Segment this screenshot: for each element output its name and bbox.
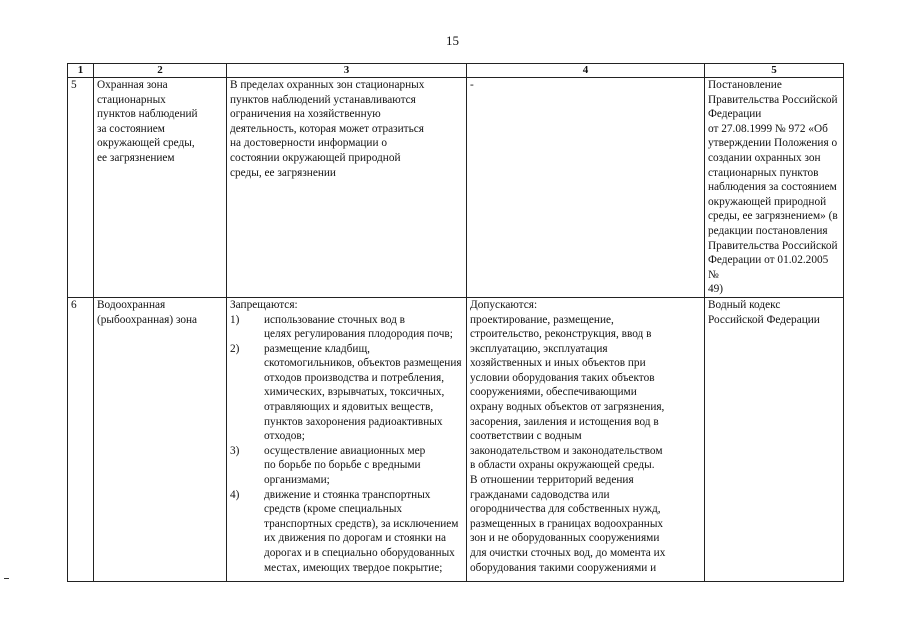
header-row xyxy=(68,64,844,78)
table-row xyxy=(68,297,844,581)
list-item-number: 2) xyxy=(230,342,240,355)
list-item-text: осуществление авиационных мер по борьбе по борьбе с вредными организмами; xyxy=(264,444,426,487)
page-number: 15 xyxy=(446,33,459,48)
table-row xyxy=(68,78,844,298)
legal-basis: Постановление Правительства Российской Федерации от 27.08.1999 № 972 «Об утверждении Положения о создании охранных зон стационарных пунктов наблюдения за состоянием окружающей природной среды, ее загрязнением» (в редакции постановления Правительства Российской Федерации от 01.02.2005 № 49) xyxy=(705,78,844,298)
allowed-cell xyxy=(467,297,705,581)
zone-name: Водоохранная (рыбоохранная) зона xyxy=(94,297,227,581)
list-item-number: 3) xyxy=(230,444,240,457)
list-item-number: 1) xyxy=(230,313,240,326)
header-col-2: 2 xyxy=(94,64,227,78)
list-item xyxy=(230,313,463,342)
header-col-3: 3 xyxy=(227,64,467,78)
restrictions-text: В пределах охранных зон стационарных пунктов наблюдений устанавливаются ограничения на хозяйственную деятельность, которая может отразиться на достоверности информации о состоянии окружающей природной среды, ее загрязнении xyxy=(227,78,467,298)
header-col-1: 1 xyxy=(68,64,94,78)
list-item xyxy=(230,342,463,444)
header-col-4: 4 xyxy=(467,64,705,78)
list-item-text: движение и стоянка транспортных средств (кроме специальных транспортных средств), за исключением их движения по дорогам и стоянки на дорогах и в специально оборудованных местах, имеющих твердое покрытие; xyxy=(264,488,459,574)
allowed-text: - xyxy=(467,78,705,298)
regulations-table xyxy=(67,63,844,582)
allowed-text: Допускаются: проектирование, размещение, строительство, реконструкция, ввод в эксплуатацию, эксплуатация хозяйственных и иных объектов при условии оборудования таких объектов сооружениями, обеспечивающими охрану водных объектов от загрязнения, засорения, заиления и истощения вод в соответствии с водным законодательством и законодательством в области охраны окружающей среды. В отношении территорий ведения гражданами садоводства или огородничества для собственных нужд, размещенных в границах водоохранных зон и не оборудованных сооружениями для очистки сточных вод, до момента их оборудования такими сооружениями и xyxy=(470,298,666,574)
margin-mark xyxy=(4,578,9,579)
list-item-text: размещение кладбищ, скотомогильников, объектов размещения отходов производства и потребления, химических, взрывчатых, токсичных, отравляющих и ядовитых веществ, пунктов захоронения радиоактивных отходов; xyxy=(264,342,462,443)
list-item xyxy=(230,488,463,576)
row-number: 5 xyxy=(68,78,94,298)
header-col-5: 5 xyxy=(705,64,844,78)
list-item xyxy=(230,444,463,488)
restrictions-intro: Запрещаются: xyxy=(230,298,298,311)
list-item-number: 4) xyxy=(230,488,240,501)
row-number: 6 xyxy=(68,297,94,581)
zone-name: Охранная зона стационарных пунктов наблюдений за состоянием окружающей среды, ее загрязнением xyxy=(94,78,227,298)
legal-basis: Водный кодекс Российской Федерации xyxy=(705,297,844,581)
restrictions-cell xyxy=(227,297,467,581)
list-item-text: использование сточных вод в целях регулирования плодородия почв; xyxy=(264,313,453,341)
